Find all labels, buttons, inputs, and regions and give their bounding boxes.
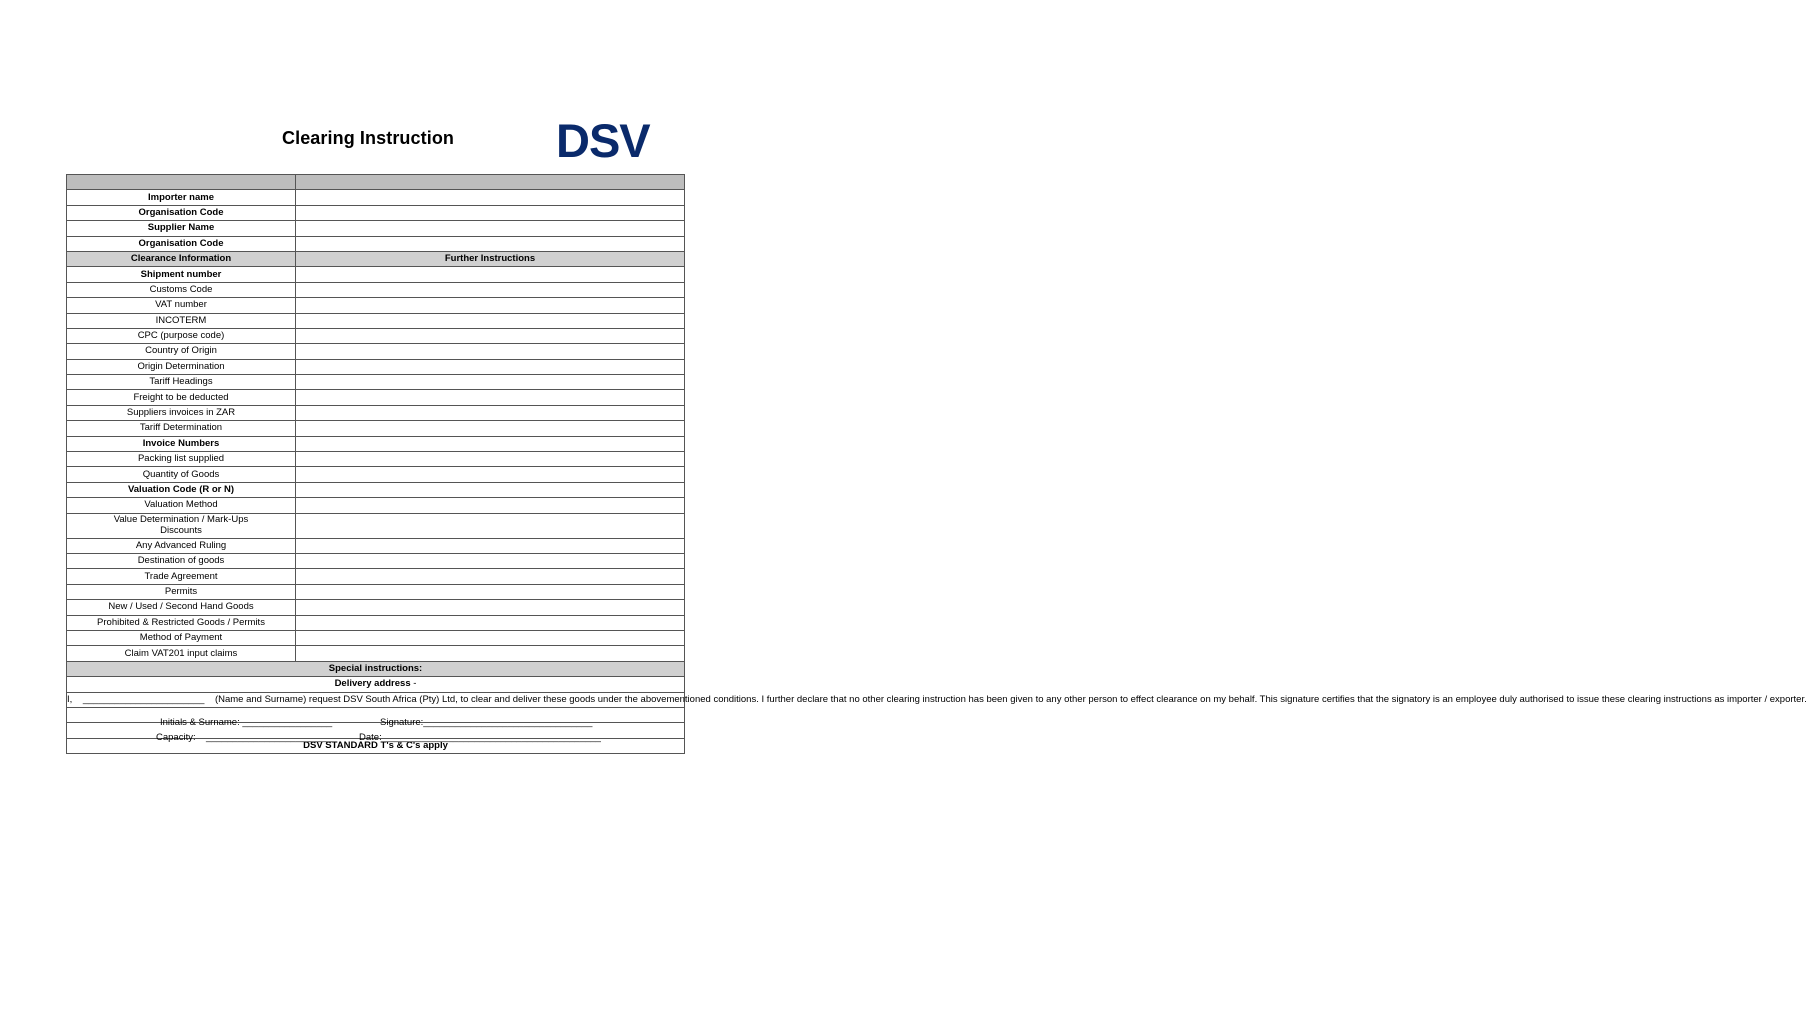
clearance-rows (67, 267, 685, 513)
field-label: VAT number (67, 298, 296, 313)
clearing-instruction-form (66, 174, 1807, 754)
field-row (67, 344, 685, 359)
field-value-cell[interactable] (296, 282, 685, 297)
field-row (67, 436, 685, 451)
field-value-cell[interactable] (296, 513, 685, 538)
field-label: Shipment number (67, 267, 296, 282)
delivery-address-cell[interactable] (67, 677, 685, 692)
field-label: Quantity of Goods (67, 467, 296, 482)
field-label: CPC (purpose code) (67, 328, 296, 343)
field-label: Valuation Code (R or N) (67, 482, 296, 497)
field-value-cell[interactable] (296, 615, 685, 630)
page-title: Clearing Instruction (282, 128, 455, 148)
field-value-cell[interactable] (296, 467, 685, 482)
field-row (67, 600, 685, 615)
field-value-cell[interactable] (296, 205, 685, 220)
field-value-cell[interactable] (296, 375, 685, 390)
field-value-cell[interactable] (296, 313, 685, 328)
field-row (67, 538, 685, 553)
delivery-address-dash: - (410, 678, 417, 690)
field-row (67, 190, 685, 205)
field-row (67, 584, 685, 599)
field-label: Destination of goods (67, 553, 296, 568)
field-row (67, 482, 685, 497)
field-label: Importer name (67, 190, 296, 205)
special-instructions-row (67, 661, 685, 676)
name-blank[interactable]: _______________________ (82, 693, 205, 705)
field-label: Tariff Determination (67, 421, 296, 436)
field-label: Organisation Code (67, 236, 296, 251)
field-value-cell[interactable] (296, 298, 685, 313)
field-row (67, 359, 685, 374)
field-label: Tariff Headings (67, 375, 296, 390)
field-row (67, 452, 685, 467)
field-label: INCOTERM (67, 313, 296, 328)
field-row (67, 221, 685, 236)
dsv-logo-text: DSV (556, 114, 650, 167)
field-value-cell[interactable] (296, 646, 685, 661)
field-row (67, 498, 685, 513)
date-field[interactable]: Date: _________________________________________ (359, 732, 601, 744)
further-instructions-header: Further Instructions (296, 251, 685, 266)
field-value-cell[interactable] (296, 538, 685, 553)
signature-field[interactable]: Signature:________________________________ (380, 716, 593, 728)
special-instructions-header: Special instructions: (67, 661, 685, 676)
field-label: Method of Payment (67, 630, 296, 645)
clearance-rows-2 (67, 538, 685, 661)
field-label: Packing list supplied (67, 452, 296, 467)
field-label: Freight to be deducted (67, 390, 296, 405)
field-row (67, 405, 685, 420)
field-value-cell[interactable] (296, 498, 685, 513)
field-value-cell[interactable] (296, 421, 685, 436)
field-row (67, 298, 685, 313)
field-value-cell[interactable] (296, 190, 685, 205)
field-value-cell[interactable] (296, 344, 685, 359)
field-value-cell[interactable] (296, 390, 685, 405)
initials-surname-field[interactable]: Initials & Surname: _________________ (160, 716, 333, 728)
field-label: Organisation Code (67, 205, 296, 220)
field-value-cell[interactable] (296, 436, 685, 451)
form-header-bar (67, 175, 685, 190)
field-value-cell[interactable] (296, 600, 685, 615)
clearance-information-header: Clearance Information (67, 251, 296, 266)
field-label: Claim VAT201 input claims (67, 646, 296, 661)
initials-signature-row (67, 707, 685, 722)
section-header-row (67, 251, 685, 266)
field-row (67, 236, 685, 251)
field-value-cell[interactable] (296, 482, 685, 497)
field-label: Invoice Numbers (67, 436, 296, 451)
field-row (67, 553, 685, 568)
valuation-determination-row (67, 513, 685, 538)
field-value-cell[interactable] (296, 267, 685, 282)
field-label: Customs Code (67, 282, 296, 297)
field-row (67, 630, 685, 645)
field-label: Origin Determination (67, 359, 296, 374)
field-value-cell[interactable] (296, 569, 685, 584)
field-value-cell[interactable] (296, 221, 685, 236)
field-row (67, 421, 685, 436)
terms-text: DSV STANDARD T's & C's apply (67, 738, 685, 753)
field-label: Suppliers invoices in ZAR (67, 405, 296, 420)
capacity-field[interactable]: ________________________ (206, 732, 333, 744)
field-label: Value Determination / Mark-Ups (113, 513, 249, 525)
field-label: Prohibited & Restricted Goods / Permits (67, 615, 296, 630)
field-label: New / Used / Second Hand Goods (67, 600, 296, 615)
field-row (67, 205, 685, 220)
field-row (67, 467, 685, 482)
delivery-address-row (67, 677, 685, 692)
field-label: Trade Agreement (67, 569, 296, 584)
field-row (67, 569, 685, 584)
field-value-cell[interactable] (296, 553, 685, 568)
field-value-cell[interactable] (296, 359, 685, 374)
field-value-cell[interactable] (296, 584, 685, 599)
field-value-cell[interactable] (296, 405, 685, 420)
field-value-cell[interactable] (296, 236, 685, 251)
field-label: Discounts (160, 524, 202, 536)
dsv-logo (556, 114, 686, 167)
field-row (67, 390, 685, 405)
capacity-date-row (67, 723, 685, 738)
field-row (67, 375, 685, 390)
capacity-label: Capacity: (156, 732, 196, 744)
field-label: Country of Origin (67, 344, 296, 359)
field-row (67, 328, 685, 343)
field-value-cell[interactable] (296, 452, 685, 467)
field-row (67, 646, 685, 661)
field-value-cell[interactable] (296, 328, 685, 343)
field-row (67, 267, 685, 282)
field-value-cell[interactable] (296, 630, 685, 645)
field-label: Valuation Method (67, 498, 296, 513)
field-label: Any Advanced Ruling (67, 538, 296, 553)
field-label: Supplier Name (67, 221, 296, 236)
declaration-row (67, 692, 685, 707)
declaration-text: I, _______________________ (Name and Surname) request DSV South Africa (Pty) Ltd, to clear and deliver these goods under the abovementioned conditions. I further declare that no other clearing instruction has been given to any other person to effect clearance on my behalf. This signature certifies that the signatory is an employee duly authorised to issue these clearing instructions as importer / exporter. (67, 692, 685, 707)
field-row (67, 615, 685, 630)
field-row (67, 313, 685, 328)
field-label: Permits (67, 584, 296, 599)
field-row (67, 282, 685, 297)
delivery-address-label: Delivery address (334, 678, 411, 690)
